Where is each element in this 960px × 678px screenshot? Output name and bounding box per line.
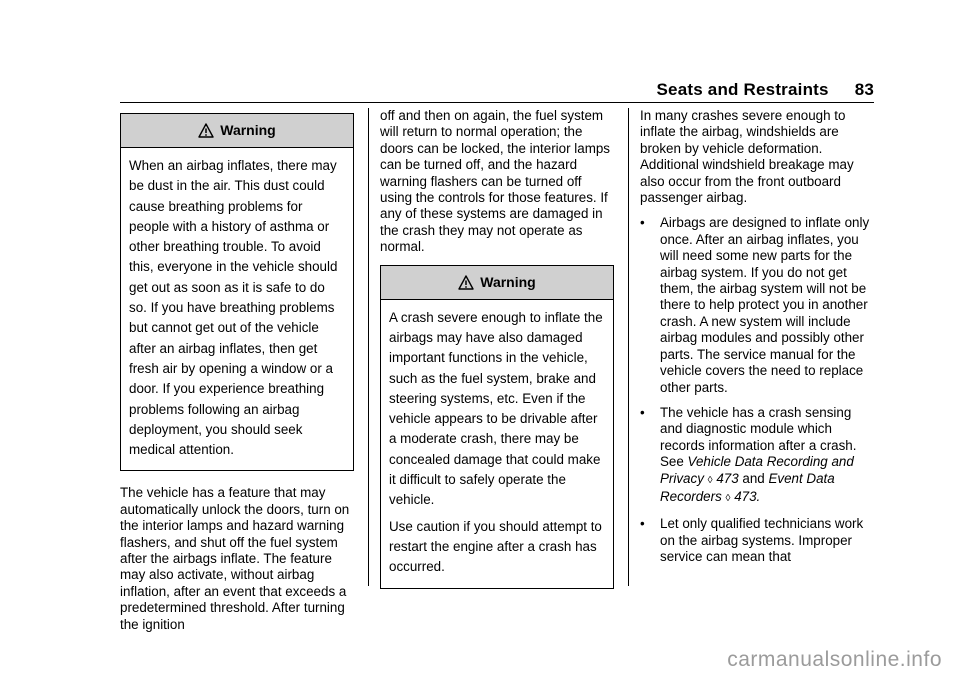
column-2 [380, 108, 614, 603]
body-paragraph: The vehicle has a feature that may automatically unlock the doors, turn on the interior lamps and hazard warning flashers, and shut off the fuel system after the airbags inflate. The feature may also activate, without airbag inflation, after an event that exceeds a predetermined threshold. After turning the ignition [120, 485, 350, 632]
list-item: • Let only qualified technicians work on the airbag systems. Improper service can mean that [640, 516, 874, 565]
warning-body [381, 300, 613, 588]
warning-triangle-icon [198, 123, 214, 138]
cross-reference-link[interactable]: Event Data Recorders ◊ 473. [660, 470, 835, 504]
warning-text: A crash severe enough to inflate the airbags may have also damaged important functions in the vehicle, such as the fuel system, brake and steering systems, etc. Even if the vehicle appears to be drivable after a moderate crash, there may be concealed damage that could make it difficult to safely operate the vehicle. [389, 309, 603, 508]
warning-box-dust [120, 113, 354, 471]
header-rule [120, 102, 874, 103]
warning-triangle-icon [458, 275, 474, 290]
warning-header [121, 114, 353, 148]
column-divider-2 [628, 108, 629, 586]
cross-reference-link[interactable]: Vehicle Data Recording and Privacy ◊ 473 [660, 454, 854, 486]
watermark: carmanualsonline.info [727, 648, 942, 671]
column-divider-1 [368, 108, 369, 586]
bullet-list [640, 215, 874, 565]
body-paragraph: In many crashes severe enough to inflate the airbag, windshields are broken by vehicle deformation. Additional windshield breakage may also occur from the front outboard passenger airbag. [640, 108, 854, 206]
warning-title: Warning [220, 122, 276, 139]
page-ref-icon: ◊ [707, 474, 713, 486]
body-paragraph: off and then on again, the fuel system will return to normal operation; the doors can be locked, the interior lamps can be turned off, and the hazard warning flashers can be turned off using the controls for those features. If any of these systems are damaged in the crash they may not operate as normal. [380, 108, 610, 255]
warning-text: Use caution if you should attempt to restart the engine after a crash has occurred. [389, 518, 602, 575]
list-item: • Airbags are designed to inflate only once. After an airbag inflates, you will need some new parts for the airbag system. If you do not get them, the airbag system will not be there to help protect you in another crash. A new system will include airbag modules and possibly other parts. The service manual for the vehicle covers the need to replace other parts. [640, 215, 874, 395]
page-ref-icon: ◊ [725, 492, 731, 504]
warning-text: When an airbag inflates, there may be dust in the air. This dust could cause breathing problems for people with a history of asthma or other breathing trouble. To avoid this, everyone in the vehicle should get out as soon as it is safe to do so. If you have breathing problems but cannot get out of the vehicle after an airbag inflates, then get fresh air by opening a window or a door. If you experience breathing problems following an airbag deployment, you should seek medical attention. [129, 158, 338, 458]
warning-header [381, 266, 613, 300]
warning-title: Warning [480, 273, 536, 290]
warning-box-crash [380, 265, 614, 589]
list-item-text: The vehicle has a crash sensing and diagnostic module which records information after a crash. See [660, 404, 857, 470]
column-1 [120, 108, 354, 642]
page-number: 83 [854, 80, 874, 99]
list-item: • The vehicle has a crash sensing and diagnostic module which records information after a crash. See Vehicle Data Recording and Privacy ◊ 473 and Event Data Recorders ◊ 473. [640, 405, 874, 507]
column-3 [640, 108, 874, 575]
section-title: Seats and Restraints [656, 80, 829, 99]
warning-body [121, 148, 353, 470]
page-header [657, 80, 875, 100]
